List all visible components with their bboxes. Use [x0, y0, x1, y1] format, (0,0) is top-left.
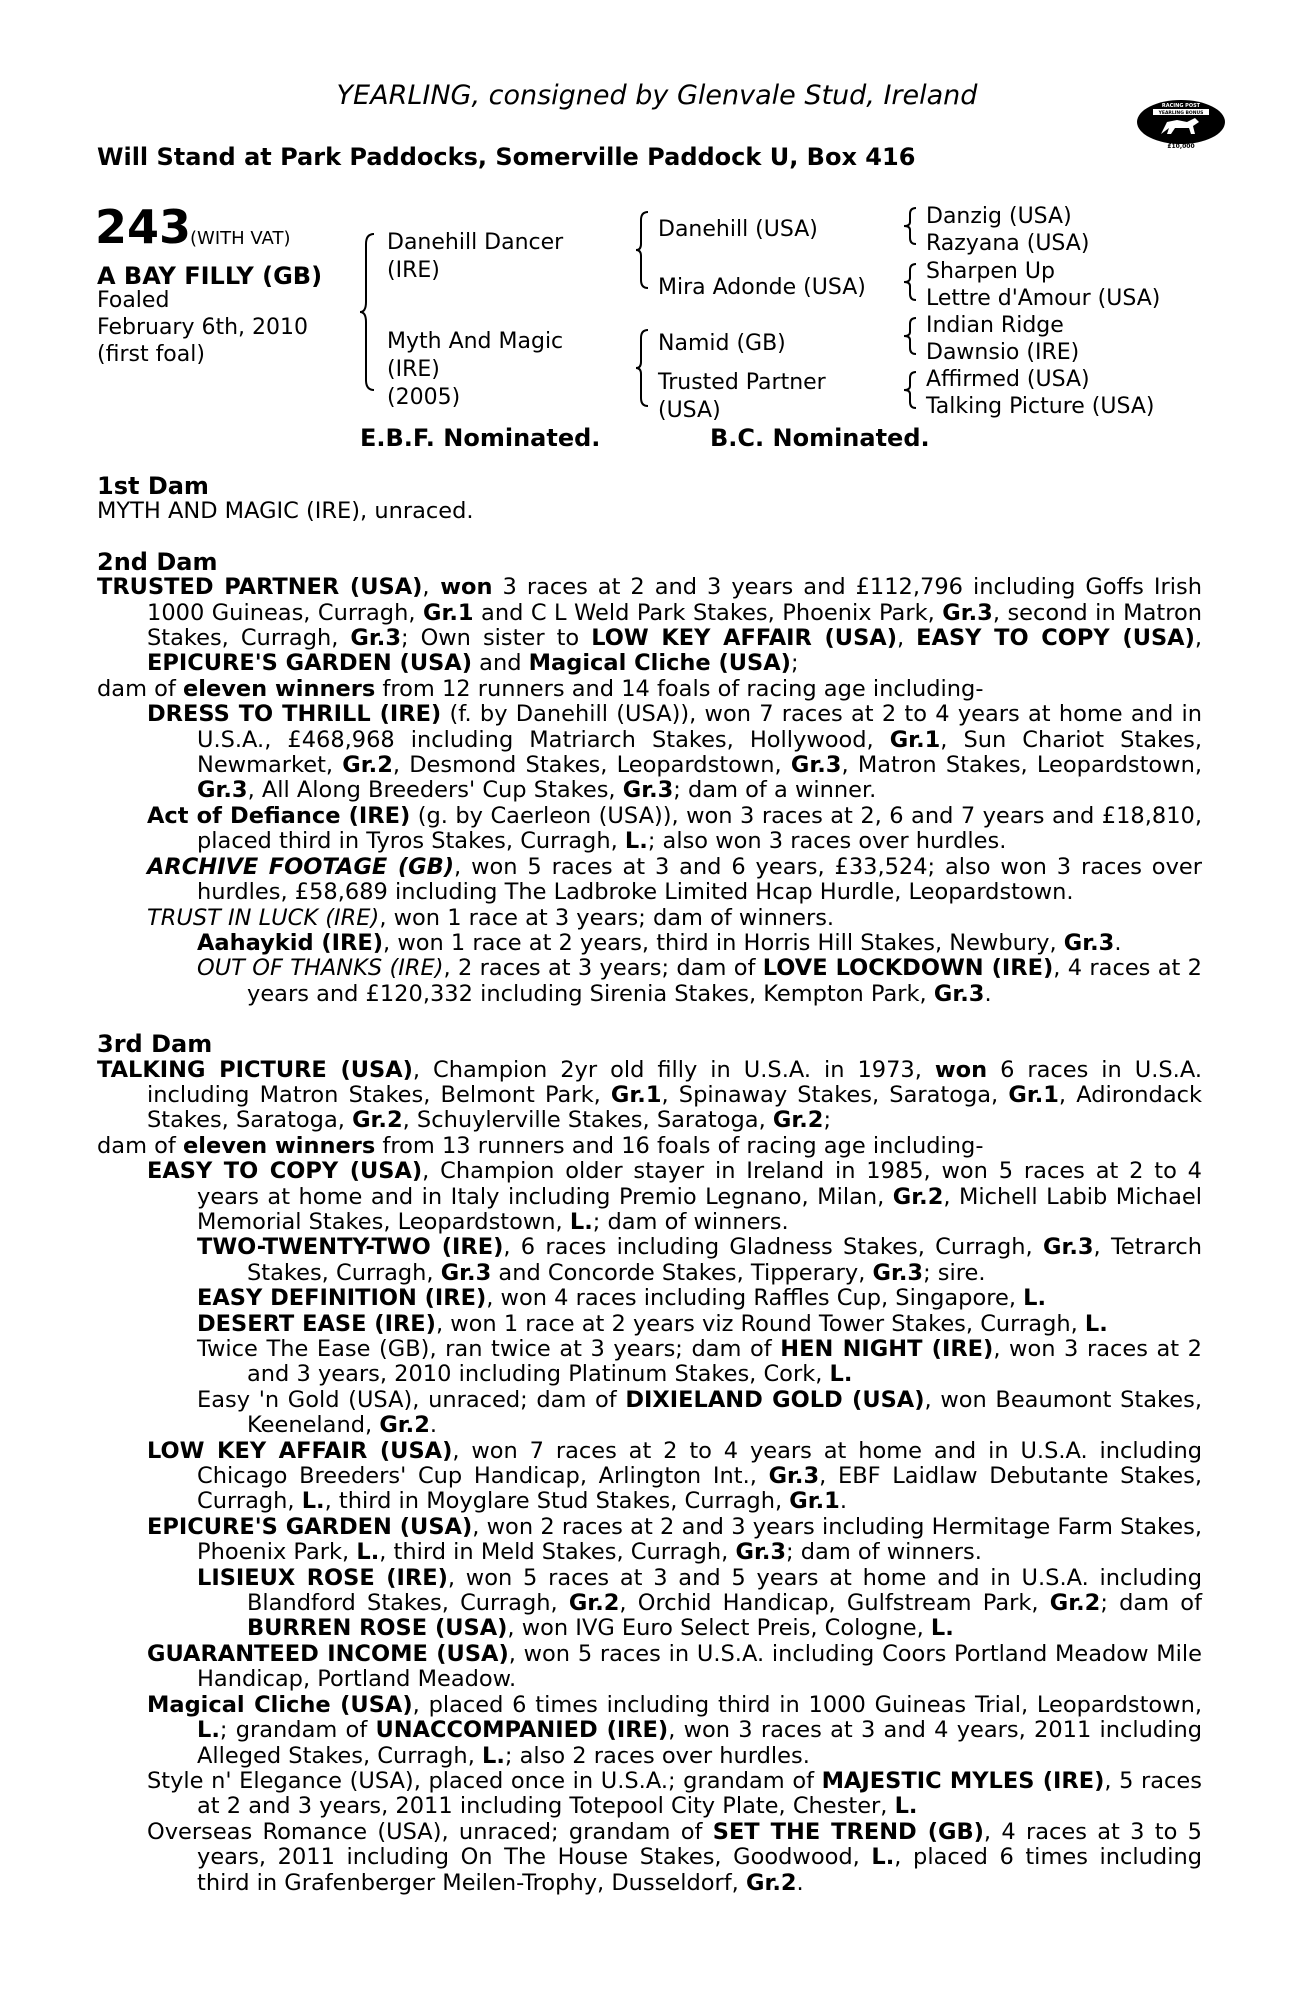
location-line: Will Stand at Park Paddocks, Somerville Paddock U, Box 416 — [97, 143, 916, 171]
second-dam-produce — [97, 702, 1202, 1007]
emphasis-text: LOW KEY AFFAIR (USA) — [591, 625, 897, 652]
pedigree-sire-line1: Danehill Dancer — [387, 230, 564, 255]
produce-entry — [97, 1820, 1202, 1896]
emphasis-text: Gr.3 — [790, 752, 842, 779]
pedigree-sire-line2: (IRE) — [387, 258, 440, 283]
produce-entry — [97, 1439, 1202, 1515]
body-text-run: (f. by Danehill (USA)), won 7 races at 2 to 4 years at home and in U.S.A., £468,968 including Matriarch Stakes, Hollywood, — [197, 701, 1202, 753]
body-text-run: , 5 races at 2 and 3 years, 2011 including Totepool City Plate, Chester, — [197, 1767, 1202, 1820]
emphasis-text: EPICURE'S GARDEN (USA) — [147, 650, 473, 677]
emphasis-text: LISIEUX ROSE (IRE) — [197, 1564, 448, 1591]
badge-top-text: RACING POST — [1161, 103, 1201, 109]
body-text-run: , — [896, 625, 917, 652]
body-text-run: , Spinaway Stakes, Saratoga, — [661, 1081, 1009, 1108]
body-text-run: , Champion older stayer in Ireland in 1985, won 5 races at 2 to 4 years at home and in Italy including Premio Legnano, Milan, — [197, 1158, 1202, 1210]
body-text-run: Style n' Elegance (USA), placed once in U.S.A.; grandam of — [147, 1767, 822, 1794]
emphasis-text: L. — [871, 1844, 895, 1871]
body-text-run: , 4 races at 2 years and £120,332 including Sirenia Stakes, Kempton Park, — [247, 955, 1202, 1007]
emphasis-text: MAJESTIC MYLES (IRE) — [821, 1767, 1105, 1794]
emphasis-text: Magical Cliche (USA) — [147, 1691, 413, 1718]
produce-entry — [97, 931, 1202, 956]
body-text-run: , 6 races including Gladness Stakes, Curragh, — [503, 1234, 1043, 1261]
body-text-run: (g. by Caerleon (USA)), won 3 races at 2, 6 and 7 years and £18,810, placed third in Tyros Stakes, Curragh, — [197, 802, 1202, 855]
body-text-run: 3 races at 2 and 3 years and £112,796 including Goffs Irish 1000 Guineas, Curragh, — [147, 574, 1202, 626]
emphasis-text: Gr.3 — [933, 980, 985, 1007]
emphasis-text: GUARANTEED INCOME (USA) — [147, 1640, 509, 1667]
horse-name: A BAY FILLY (GB) — [97, 262, 323, 290]
produce-entry — [97, 1693, 1202, 1769]
body-text-run: . — [984, 980, 992, 1007]
body-text-run: , 4 races at 3 to 5 years, 2011 including On The House Stakes, Goodwood, — [197, 1818, 1202, 1871]
produce-entry — [97, 1769, 1202, 1820]
body-text-run: Twice The Ease (GB), ran twice at 3 years; dam of — [197, 1336, 781, 1362]
emphasis-text: SET THE TREND (GB) — [712, 1818, 984, 1845]
emphasis-text: LOVE LOCKDOWN (IRE) — [762, 955, 1054, 982]
produce-entry — [97, 1515, 1202, 1566]
emphasis-text: TRUST IN LUCK (IRE) — [147, 904, 380, 931]
bc-nomination: B.C. Nominated. — [710, 424, 930, 452]
body-text-run: ; — [790, 650, 799, 677]
body-text-run: ; dam of a winner. — [673, 777, 877, 804]
body-text-run: , third in Moyglare Stud Stakes, Curragh, — [324, 1488, 790, 1515]
body-text-run: , Michell Labib Michael Memorial Stakes, Leopardstown, — [197, 1183, 1202, 1235]
produce-entry — [97, 855, 1202, 906]
body-text-run: , Sun Chariot Stakes, Newmarket, — [197, 726, 1202, 779]
emphasis-text: Gr.3 — [350, 625, 401, 652]
emphasis-text: Gr.2 — [772, 1107, 824, 1134]
body-text-run: , second in Matron Stakes, Curragh, — [147, 599, 1202, 652]
third-dam-summary — [97, 1058, 1202, 1160]
pedigree-dam-dam-line2: (USA) — [658, 398, 721, 423]
emphasis-text: TALKING PICTURE (USA) — [97, 1056, 413, 1083]
pedigree-ggp-5: Indian Ridge — [926, 313, 1064, 338]
body-text-run: , Desmond Stakes, Leopardstown, — [392, 752, 791, 779]
emphasis-text: L. — [301, 1488, 325, 1515]
first-foal-note: (first foal) — [97, 342, 205, 367]
body-text-run: . — [839, 1488, 847, 1515]
emphasis-text: BURREN ROSE (USA) — [247, 1615, 508, 1642]
emphasis-text: EASY DEFINITION (IRE) — [197, 1285, 487, 1312]
emphasis-text: Gr.3 — [872, 1259, 924, 1286]
dam-summary-paragraph — [97, 1058, 1202, 1134]
brace-ggp3 — [904, 316, 918, 356]
emphasis-text: TWO-TWENTY-TWO (IRE) — [197, 1234, 504, 1261]
body-text-run: . — [429, 1412, 438, 1439]
emphasis-text: OUT OF THANKS (IRE) — [197, 955, 444, 982]
body-text-run: ; — [823, 1107, 832, 1134]
lot-vat: (WITH VAT) — [190, 228, 291, 249]
dam-history — [97, 474, 1202, 1896]
pedigree-dam — [387, 328, 563, 412]
pedigree-dam-line2: (IRE) — [387, 357, 440, 382]
pedigree-ggp-7: Affirmed (USA) — [926, 367, 1090, 392]
emphasis-text: EPICURE'S GARDEN (USA) — [147, 1513, 473, 1540]
body-text-run: 6 races in U.S.A. including Matron Stakes, Belmont Park, — [147, 1056, 1202, 1108]
produce-entry — [97, 804, 1202, 855]
emphasis-text: L. — [197, 1717, 220, 1744]
pedigree-dam-dam — [658, 369, 826, 425]
pedigree-ggp-2: Razyana (USA) — [926, 231, 1090, 256]
emphasis-text: Gr.2 — [892, 1183, 944, 1210]
emphasis-text: HEN NIGHT (IRE) — [780, 1336, 994, 1362]
third-dam-produce — [97, 1159, 1202, 1896]
emphasis-text: L. — [930, 1615, 954, 1642]
produce-entry — [97, 1286, 1202, 1311]
body-text-run: , won 3 races at 3 and 4 years, 2011 including Alleged Stakes, Curragh, — [197, 1717, 1202, 1769]
brace-gen1 — [360, 232, 380, 392]
body-text-run: from 12 runners and 14 foals of racing age including- — [375, 675, 984, 702]
body-text-run: , Champion 2yr old filly in U.S.A. in 1973, — [412, 1056, 935, 1083]
produce-entry — [97, 1566, 1202, 1642]
body-text-run: Overseas Romance (USA), unraced; grandam of — [147, 1818, 713, 1845]
emphasis-text: L. — [829, 1361, 853, 1388]
emphasis-text: Gr.3 — [1042, 1234, 1094, 1261]
body-text-run: and Concorde Stakes, Tipperary, — [491, 1259, 873, 1286]
pedigree-dam-line3: (2005) — [387, 385, 461, 410]
third-dam-heading: 3rd Dam — [97, 1030, 213, 1059]
emphasis-text: Gr.2 — [342, 752, 393, 779]
emphasis-text: Gr.3 — [622, 777, 674, 804]
emphasis-text: ARCHIVE FOOTAGE (GB) — [147, 853, 455, 880]
emphasis-text: Gr.2 — [379, 1412, 430, 1439]
produce-entry — [97, 1159, 1202, 1235]
body-text-run: ; Own sister to — [400, 625, 592, 652]
emphasis-text: LOW KEY AFFAIR (USA) — [147, 1437, 453, 1464]
emphasis-text: Gr.3 — [735, 1539, 787, 1566]
pedigree-ggp-8: Talking Picture (USA) — [926, 394, 1155, 419]
ebf-nomination: E.B.F. Nominated. — [360, 424, 601, 452]
pedigree-ggp-4: Lettre d'Amour (USA) — [926, 286, 1161, 311]
emphasis-text: Gr.1 — [1008, 1081, 1059, 1108]
emphasis-text: Gr.2 — [1049, 1590, 1101, 1617]
emphasis-text: L. — [624, 828, 648, 855]
emphasis-text: L. — [894, 1793, 918, 1820]
produce-entry — [97, 1337, 1202, 1388]
body-text-run: Easy 'n Gold (USA), unraced; dam of — [197, 1386, 626, 1413]
body-text-run: , won 5 races in U.S.A. including Coors Portland Meadow Mile Handicap, Portland Meadow. — [197, 1640, 1202, 1693]
body-text-run: , Orchid Handicap, Gulfstream Park, — [619, 1590, 1050, 1617]
body-text-run: ; sire. — [923, 1259, 986, 1286]
lot-number: 243 — [95, 200, 192, 254]
produce-entry — [97, 1235, 1202, 1286]
body-text-run: , placed 6 times including third in Grafenberger Meilen-Trophy, Dusseldorf, — [197, 1844, 1202, 1896]
body-text-run: , placed 6 times including third in 1000 Guineas Trial, Leopardstown, — [412, 1691, 1202, 1718]
body-text-run: from 13 runners and 16 foals of racing age including- — [375, 1132, 984, 1159]
brace-dam — [636, 328, 652, 408]
body-text-run: , All Along Breeders' Cup Stakes, — [247, 777, 623, 804]
body-text-run: , 2 races at 3 years; dam of — [443, 955, 763, 982]
body-text-run: , won 1 race at 2 years viz Round Tower Stakes, Curragh, — [435, 1310, 1085, 1337]
dam-summary-paragraph — [97, 575, 1202, 677]
emphasis-text: Gr.2 — [745, 1869, 797, 1896]
body-text-run: ; dam of winners. — [786, 1539, 982, 1566]
body-text-run: , EBF Laidlaw Debutante Stakes, Curragh, — [197, 1463, 1202, 1515]
body-text-run: , won Beaumont Stakes, Keeneland, — [247, 1386, 1202, 1439]
body-text-run: ; also won 3 races over hurdles. — [647, 828, 1007, 855]
emphasis-text: won — [934, 1056, 988, 1083]
emphasis-text: eleven winners — [182, 675, 376, 702]
page-title: YEARLING, consigned by Glenvale Stud, Ireland — [336, 80, 978, 111]
emphasis-text: Gr.3 — [1063, 929, 1115, 956]
body-text-run: . — [1114, 929, 1122, 956]
emphasis-text: Aahaykid (IRE) — [197, 929, 384, 956]
emphasis-text: won — [429, 574, 493, 601]
first-dam-heading: 1st Dam — [97, 472, 209, 500]
body-text-run: , Schuylerville Stakes, Saratoga, — [402, 1107, 773, 1134]
emphasis-text: EASY TO COPY (USA) — [916, 625, 1195, 652]
produce-entry — [97, 956, 1202, 1007]
body-text-run: , third in Meld Stakes, Curragh, — [379, 1539, 736, 1566]
first-dam-text: MYTH AND MAGIC (IRE), unraced. — [97, 498, 474, 525]
body-text-run: , won 3 races at 2 and 3 years, 2010 including Platinum Stakes, Cork, — [247, 1336, 1202, 1388]
emphasis-text: UNACCOMPANIED (IRE) — [375, 1717, 669, 1744]
produce-entry — [97, 1388, 1202, 1439]
pedigree-ggp-6: Dawnsio (IRE) — [926, 340, 1080, 365]
pedigree-dam-dam-line1: Trusted Partner — [658, 370, 826, 395]
produce-entry — [97, 906, 1202, 931]
emphasis-text: Gr.1 — [610, 1081, 662, 1108]
body-text-run: ; dam of — [1100, 1590, 1202, 1617]
body-text-run: , — [422, 574, 430, 601]
brace-ggp1 — [904, 206, 918, 246]
body-text-run: , won 7 races at 2 to 4 years at home and in U.S.A. including Chicago Breeders' Cup Handicap, Arlington Int., — [197, 1437, 1202, 1490]
emphasis-text: Magical Cliche (USA) — [528, 650, 791, 677]
body-text-run: , Matron Stakes, Leopardstown, — [841, 752, 1202, 779]
foaled-date: February 6th, 2010 — [97, 315, 309, 340]
badge-amount: £10,000 — [1167, 143, 1195, 150]
emphasis-text: Gr.3 — [942, 599, 993, 626]
brace-sire — [636, 210, 652, 290]
foaled-label: Foaled — [97, 288, 170, 313]
emphasis-text: Gr.1 — [422, 599, 474, 626]
badge-mid-text: YEARLING BONUS — [1158, 111, 1204, 116]
produce-entry — [97, 1312, 1202, 1337]
pedigree-sire-sire: Danehill (USA) — [658, 217, 818, 242]
emphasis-text: Gr.1 — [889, 726, 941, 753]
body-text-run: . — [796, 1869, 804, 1896]
body-text-run: and C L Weld Park Stakes, Phoenix Park, — [473, 599, 943, 626]
dam-summary-paragraph — [97, 1134, 1202, 1159]
pedigree-dam-line1: Myth And Magic — [387, 329, 564, 354]
emphasis-text: Gr.1 — [789, 1488, 840, 1515]
yearling-bonus-badge — [1133, 96, 1229, 152]
brace-ggp4 — [904, 370, 918, 410]
body-text-run: , — [1194, 625, 1203, 652]
emphasis-text: EASY TO COPY (USA) — [147, 1158, 423, 1185]
emphasis-text: Gr.2 — [352, 1107, 403, 1134]
body-text-run: , won IVG Euro Select Preis, Cologne, — [507, 1615, 931, 1642]
emphasis-text: Act of Defiance (IRE) — [147, 802, 411, 829]
body-text-run: dam of — [97, 675, 183, 702]
emphasis-text: TRUSTED PARTNER (USA) — [97, 574, 423, 601]
pedigree-dam-sire: Namid (GB) — [658, 331, 786, 356]
body-text-run: , Tetrarch Stakes, Curragh, — [247, 1234, 1202, 1286]
body-text-run: , won 1 race at 2 years, third in Horris Hill Stakes, Newbury, — [383, 929, 1064, 956]
body-text-run: dam of — [97, 1132, 183, 1159]
emphasis-text: Gr.3 — [197, 777, 248, 804]
emphasis-text: L. — [356, 1539, 380, 1566]
body-text-run: ; dam of winners. — [592, 1208, 789, 1235]
body-text-run: ; grandam of — [219, 1717, 376, 1744]
produce-entry — [97, 1642, 1202, 1693]
emphasis-text: DRESS TO THRILL (IRE) — [147, 701, 442, 728]
brace-ggp2 — [904, 262, 918, 302]
emphasis-text: eleven winners — [182, 1132, 376, 1159]
pedigree-ggp-3: Sharpen Up — [926, 259, 1055, 284]
body-text-run: , won 5 races at 3 and 6 years, £33,524; also won 3 races over hurdles, £58,689 including The Ladbroke Limited Hcap Hurdle, Leopardstown. — [197, 853, 1202, 906]
body-text-run: ; also 2 races over hurdles. — [504, 1742, 810, 1769]
emphasis-text: Gr.3 — [440, 1259, 492, 1286]
emphasis-text: DESERT EASE (IRE) — [197, 1310, 436, 1337]
emphasis-text: L. — [482, 1742, 505, 1769]
emphasis-text: L. — [569, 1208, 593, 1235]
body-text-run: , Adirondack Stakes, Saratoga, — [147, 1081, 1203, 1134]
emphasis-text: Gr.3 — [768, 1463, 820, 1490]
body-text-run: , won 2 races at 2 and 3 years including Hermitage Farm Stakes, Phoenix Park, — [197, 1513, 1202, 1566]
produce-entry — [97, 702, 1202, 804]
second-dam-heading: 2nd Dam — [97, 547, 218, 576]
second-dam-summary — [97, 575, 1202, 702]
emphasis-text: DIXIELAND GOLD (USA) — [625, 1386, 925, 1413]
pedigree-sire — [387, 229, 563, 285]
body-text-run: , won 1 race at 3 years; dam of winners. — [379, 904, 835, 931]
dam-summary-paragraph — [97, 677, 1202, 702]
body-text-run: and — [472, 650, 529, 677]
body-text-run: , won 5 races at 3 and 5 years at home and in U.S.A. including Blandford Stakes, Curragh, — [247, 1564, 1202, 1617]
pedigree-sire-dam: Mira Adonde (USA) — [658, 275, 866, 300]
emphasis-text: Gr.2 — [568, 1590, 620, 1617]
emphasis-text: L. — [1084, 1310, 1108, 1337]
pedigree-ggp-1: Danzig (USA) — [926, 204, 1072, 229]
body-text-run: , won 4 races including Raffles Cup, Singapore, — [486, 1285, 1024, 1312]
emphasis-text: L. — [1023, 1285, 1047, 1312]
